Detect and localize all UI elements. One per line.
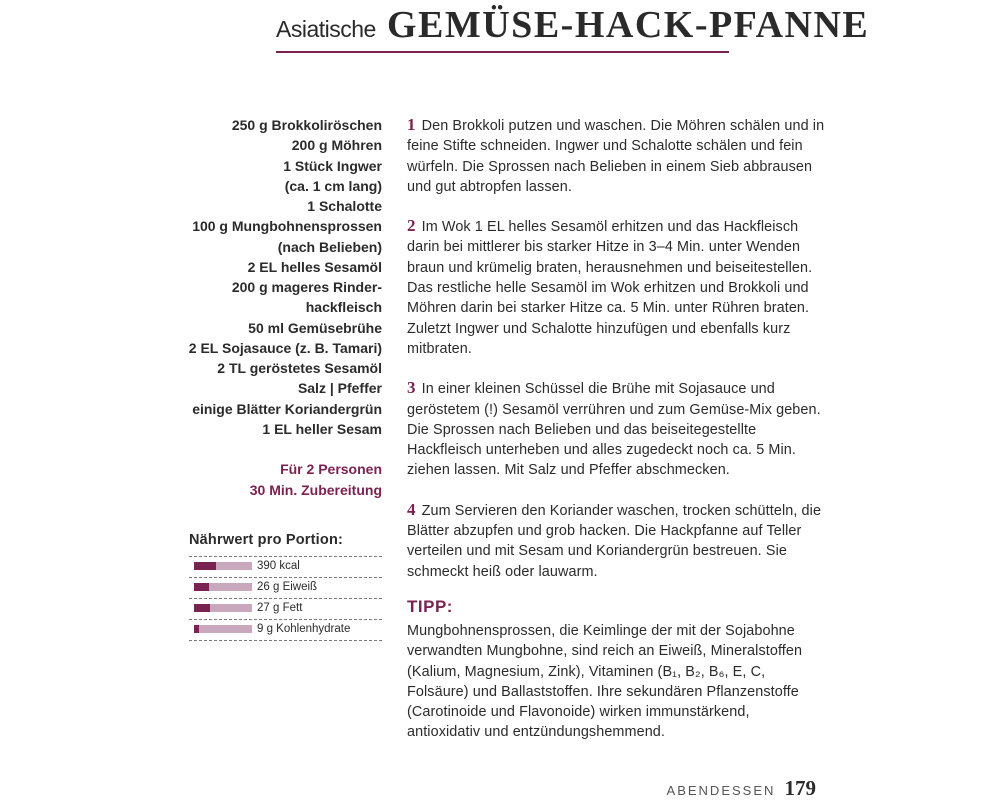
ingredient-item: 250 g Brokkoliröschen [231,117,382,133]
ingredient-item: 2 EL helles Sesamöl [247,258,382,275]
step-text: Zum Servieren den Koriander waschen, trocken schütteln, die Blätter abzupfen und grob hacken. Die Hackpfanne auf Teller verteilen und mit Sesam und Koriandergrün bestreuen. Sie schmeckt heiß oder lauwarm. [407,502,822,580]
nutrition-label: 27 g Fett [257,602,303,614]
nutrition-bar [194,562,252,570]
step-number: 3 [407,378,416,398]
ingredient-item: Salz | Pfeffer [297,380,382,397]
nutrition-bar-fill [194,625,199,633]
ingredient-item: 2 EL Sojasauce (z. B. Tamari) [188,339,382,356]
servings: Für 2 Personen [280,461,382,477]
ingredient-item: 200 g Möhren [291,137,382,154]
ingredient-item: 1 EL heller Sesam [262,420,382,437]
step-number: 2 [407,216,416,236]
step-number: 1 [407,115,416,134]
title-underline [276,51,729,53]
nutrition-bar-fill [194,562,216,570]
title-prefix: Asiatische [276,16,376,42]
nutrition-bar [194,625,252,633]
title-main: GEMÜSE-HACK-PFANNE [386,4,870,46]
ingredient-item: 1 Schalotte [307,198,382,214]
step-2 [407,216,825,359]
nutrition-row [189,577,382,598]
ingredient-item: 1 Stück Ingwer [283,157,382,174]
ingredient-item: 50 ml Gemüsebrühe [248,319,382,336]
ingredient-item: 100 g Mungbohnensprossen [192,218,382,235]
nutrition-list [189,556,382,641]
recipe-title-block [276,4,870,53]
tip-text: Mungbohnensprossen, die Keimlinge der mit der Sojabohne verwandten Mungbohne, sind reich an Eiweiß, Mineralstoffen (Kalium, Magnesium, Zink), Vitaminen (B₁, B₂, B₆, E, C, Folsäure) und Ballaststoffen. Ihre sekundären Pflanzenstoffe (Carotinoide und Flavonoide) wirken immunstärkend, antioxidativ und entzündungshemmend. [407,623,803,741]
nutrition-row [189,598,382,619]
nutrition-bar-fill [194,583,209,591]
step-text: Den Brokkoli putzen und waschen. Die Möhren schälen und in feine Stifte schneiden. Ingwer und Schalotte schälen und fein würfeln. Die Sprossen nach Belieben in einem Sieb abbrausen und gut abtropfen lassen. [407,118,825,195]
step-text: Im Wok 1 EL helles Sesamöl erhitzen und das Hackfleisch darin bei mittlerer bis starker Hitze in 3–4 Min. unter Wenden braun und krümelig braten, herausnehmen und beiseitestellen. Das restliche helle Sesamöl im Wok erhitzen und Brokkoli und Möhren darin bei starker Hitze ca. 5 Min. unter Rühren braten. Zuletzt Ingwer und Schalotte hinzufügen und ebenfalls kurz mitbraten. [407,219,813,357]
instruction-steps [407,115,825,601]
nutrition-label: 390 kcal [257,560,300,572]
nutrition-label: 9 g Kohlenhydrate [257,623,351,635]
step-number: 4 [407,499,416,519]
ingredient-item: (nach Belieben) [277,238,382,255]
nutrition-title: Nährwert pro Portion: [189,532,344,548]
ingredient-item: (ca. 1 cm lang) [284,177,382,194]
step-text: In einer kleinen Schüssel die Brühe mit Sojasauce und geröstetem (!) Sesamöl verrühren und zum Gemüse-Mix geben. Die Sprossen nach Belieben und das beiseitegestellte Hackfleisch unterheben und alles zugedeckt noch ca. 5 Min. ziehen lassen. Mit Salz und Pfeffer abschmecken. [407,381,821,479]
page-footer [667,776,816,801]
footer-section: ABENDESSEN [666,783,776,798]
ingredient-list [162,115,382,439]
step-1 [407,115,825,197]
nutrition-bar [194,604,252,612]
nutrition-bar [194,583,252,591]
nutrition-row [189,619,382,641]
nutrition-row [189,556,382,577]
recipe-meta [250,459,382,500]
recipe-title [276,4,870,46]
step-3 [407,378,825,480]
ingredient-item: 2 TL geröstetes Sesamöl [217,360,382,376]
nutrition-bar-fill [194,604,210,612]
step-4 [407,500,825,582]
ingredient-item: hackfleisch [305,299,382,316]
prep-time: 30 Min. Zubereitung [249,481,382,498]
page-number: 179 [784,776,816,800]
ingredient-item: 200 g mageres Rinder- [231,279,382,295]
ingredient-item: einige Blätter Koriandergrün [192,400,382,417]
nutrition-label: 26 g Eiweiß [257,581,318,593]
tip-heading: TIPP: [407,597,453,616]
